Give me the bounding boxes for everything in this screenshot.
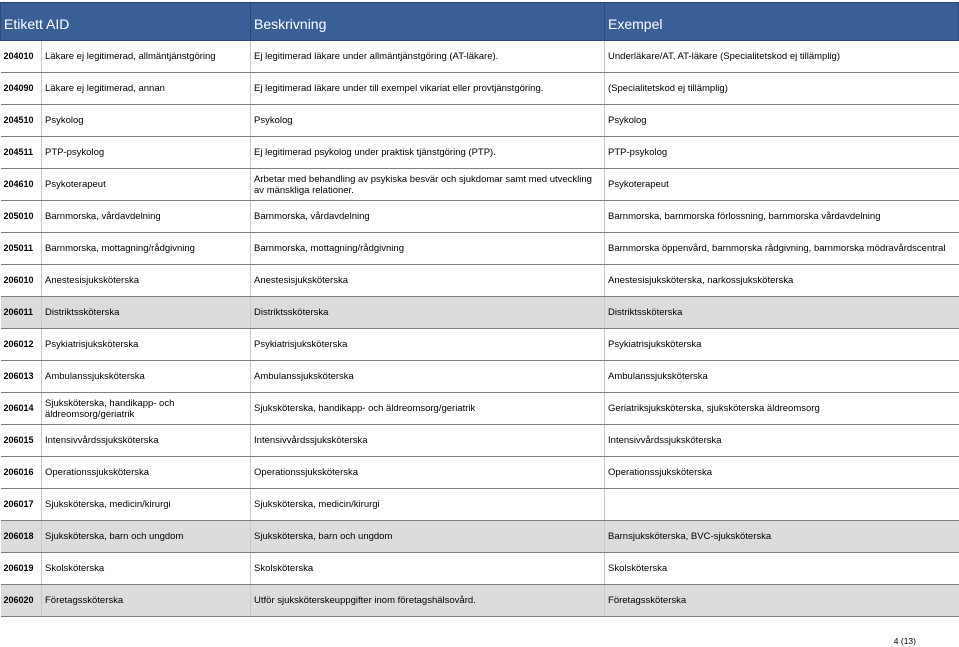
- cell-description: Utför sjuksköterskeuppgifter inom företagshälsovård.: [251, 585, 605, 617]
- cell-example: Barnsjuksköterska, BVC-sjuksköterska: [605, 521, 959, 553]
- cell-label: Barnmorska, mottagning/rådgivning: [42, 233, 251, 265]
- cell-id: 206017: [1, 489, 42, 521]
- cell-id: 204010: [1, 41, 42, 73]
- cell-label: Läkare ej legitimerad, annan: [42, 73, 251, 105]
- cell-example: Barnmorska, barnmorska förlossning, barnmorska vårdavdelning: [605, 201, 959, 233]
- cell-description: Sjuksköterska, handikapp- och äldreomsorg/geriatrik: [251, 393, 605, 425]
- cell-description: Skolsköterska: [251, 553, 605, 585]
- cell-example: Psykolog: [605, 105, 959, 137]
- cell-example: Skolsköterska: [605, 553, 959, 585]
- cell-example: Operationssjuksköterska: [605, 457, 959, 489]
- cell-description: Sjuksköterska, barn och ungdom: [251, 521, 605, 553]
- cell-id: 206011: [1, 297, 42, 329]
- cell-label: Sjuksköterska, medicin/kirurgi: [42, 489, 251, 521]
- cell-id: 205010: [1, 201, 42, 233]
- occupation-code-table: [0, 2, 959, 617]
- cell-description: Psykiatrisjuksköterska: [251, 329, 605, 361]
- cell-label: Barnmorska, vårdavdelning: [42, 201, 251, 233]
- cell-label: Operationssjuksköterska: [42, 457, 251, 489]
- cell-example: (Specialitetskod ej tillämplig): [605, 73, 959, 105]
- cell-id: 204510: [1, 105, 42, 137]
- cell-description: Ambulanssjuksköterska: [251, 361, 605, 393]
- cell-example: [605, 489, 959, 521]
- cell-example: Intensivvårdssjuksköterska: [605, 425, 959, 457]
- header-etikett-aid: Etikett AID: [1, 3, 251, 41]
- cell-label: Intensivvårdssjuksköterska: [42, 425, 251, 457]
- cell-label: Ambulanssjuksköterska: [42, 361, 251, 393]
- cell-id: 206013: [1, 361, 42, 393]
- cell-example: Underläkare/AT, AT-läkare (Specialitetskod ej tillämplig): [605, 41, 959, 73]
- cell-description: Ej legitimerad läkare under allmäntjänstgöring (AT-läkare).: [251, 41, 605, 73]
- cell-label: PTP-psykolog: [42, 137, 251, 169]
- cell-id: 206012: [1, 329, 42, 361]
- cell-id: 206010: [1, 265, 42, 297]
- cell-label: Psykolog: [42, 105, 251, 137]
- table-row: [1, 553, 959, 585]
- cell-example: Anestesisjuksköterska, narkossjuksköterska: [605, 265, 959, 297]
- table-row: [1, 297, 959, 329]
- cell-id: 206015: [1, 425, 42, 457]
- cell-description: Operationssjuksköterska: [251, 457, 605, 489]
- table-row: [1, 73, 959, 105]
- header-beskrivning: Beskrivning: [251, 3, 605, 41]
- cell-label: Företagssköterska: [42, 585, 251, 617]
- cell-description: Intensivvårdssjuksköterska: [251, 425, 605, 457]
- cell-id: 206020: [1, 585, 42, 617]
- cell-id: 206019: [1, 553, 42, 585]
- table-row: [1, 521, 959, 553]
- header-exempel: Exempel: [605, 3, 959, 41]
- cell-description: Ej legitimerad läkare under till exempel vikariat eller provtjänstgöring.: [251, 73, 605, 105]
- cell-description: Psykolog: [251, 105, 605, 137]
- cell-id: 206016: [1, 457, 42, 489]
- table-row: [1, 41, 959, 73]
- cell-example: Psykiatrisjuksköterska: [605, 329, 959, 361]
- cell-label: Skolsköterska: [42, 553, 251, 585]
- table-row: [1, 105, 959, 137]
- cell-description: Distriktssköterska: [251, 297, 605, 329]
- cell-example: PTP-psykolog: [605, 137, 959, 169]
- table-header-row: [1, 3, 959, 41]
- table-row: [1, 361, 959, 393]
- cell-label: Psykiatrisjuksköterska: [42, 329, 251, 361]
- table-row: [1, 585, 959, 617]
- cell-id: 204511: [1, 137, 42, 169]
- cell-label: Psykoterapeut: [42, 169, 251, 201]
- cell-example: Ambulanssjuksköterska: [605, 361, 959, 393]
- table-row: [1, 265, 959, 297]
- table-row: [1, 329, 959, 361]
- cell-description: Barnmorska, vårdavdelning: [251, 201, 605, 233]
- cell-description: Barnmorska, mottagning/rådgivning: [251, 233, 605, 265]
- cell-example: Distriktssköterska: [605, 297, 959, 329]
- cell-label: Läkare ej legitimerad, allmäntjänstgöring: [42, 41, 251, 73]
- table-row: [1, 169, 959, 201]
- cell-id: 206018: [1, 521, 42, 553]
- table-row: [1, 393, 959, 425]
- cell-id: 204090: [1, 73, 42, 105]
- table-row: [1, 457, 959, 489]
- cell-description: Sjuksköterska, medicin/kirurgi: [251, 489, 605, 521]
- table-row: [1, 489, 959, 521]
- cell-id: 206014: [1, 393, 42, 425]
- page-number: 4 (13): [893, 636, 916, 646]
- cell-id: 205011: [1, 233, 42, 265]
- cell-description: Arbetar med behandling av psykiska besvär och sjukdomar samt med utveckling av mänskliga relationer.: [251, 169, 605, 201]
- cell-id: 204610: [1, 169, 42, 201]
- cell-label: Distriktssköterska: [42, 297, 251, 329]
- cell-example: Psykoterapeut: [605, 169, 959, 201]
- cell-label: Sjuksköterska, barn och ungdom: [42, 521, 251, 553]
- cell-example: Företagssköterska: [605, 585, 959, 617]
- cell-description: Ej legitimerad psykolog under praktisk tjänstgöring (PTP).: [251, 137, 605, 169]
- cell-label: Anestesisjuksköterska: [42, 265, 251, 297]
- cell-example: Barnmorska öppenvård, barnmorska rådgivning, barnmorska mödravårdscentral: [605, 233, 959, 265]
- table-row: [1, 425, 959, 457]
- cell-label: Sjuksköterska, handikapp- och äldreomsorg/geriatrik: [42, 393, 251, 425]
- table-row: [1, 201, 959, 233]
- cell-description: Anestesisjuksköterska: [251, 265, 605, 297]
- table-row: [1, 233, 959, 265]
- table-body: [1, 41, 959, 617]
- table-row: [1, 137, 959, 169]
- cell-example: Geriatriksjuksköterska, sjuksköterska äldreomsorg: [605, 393, 959, 425]
